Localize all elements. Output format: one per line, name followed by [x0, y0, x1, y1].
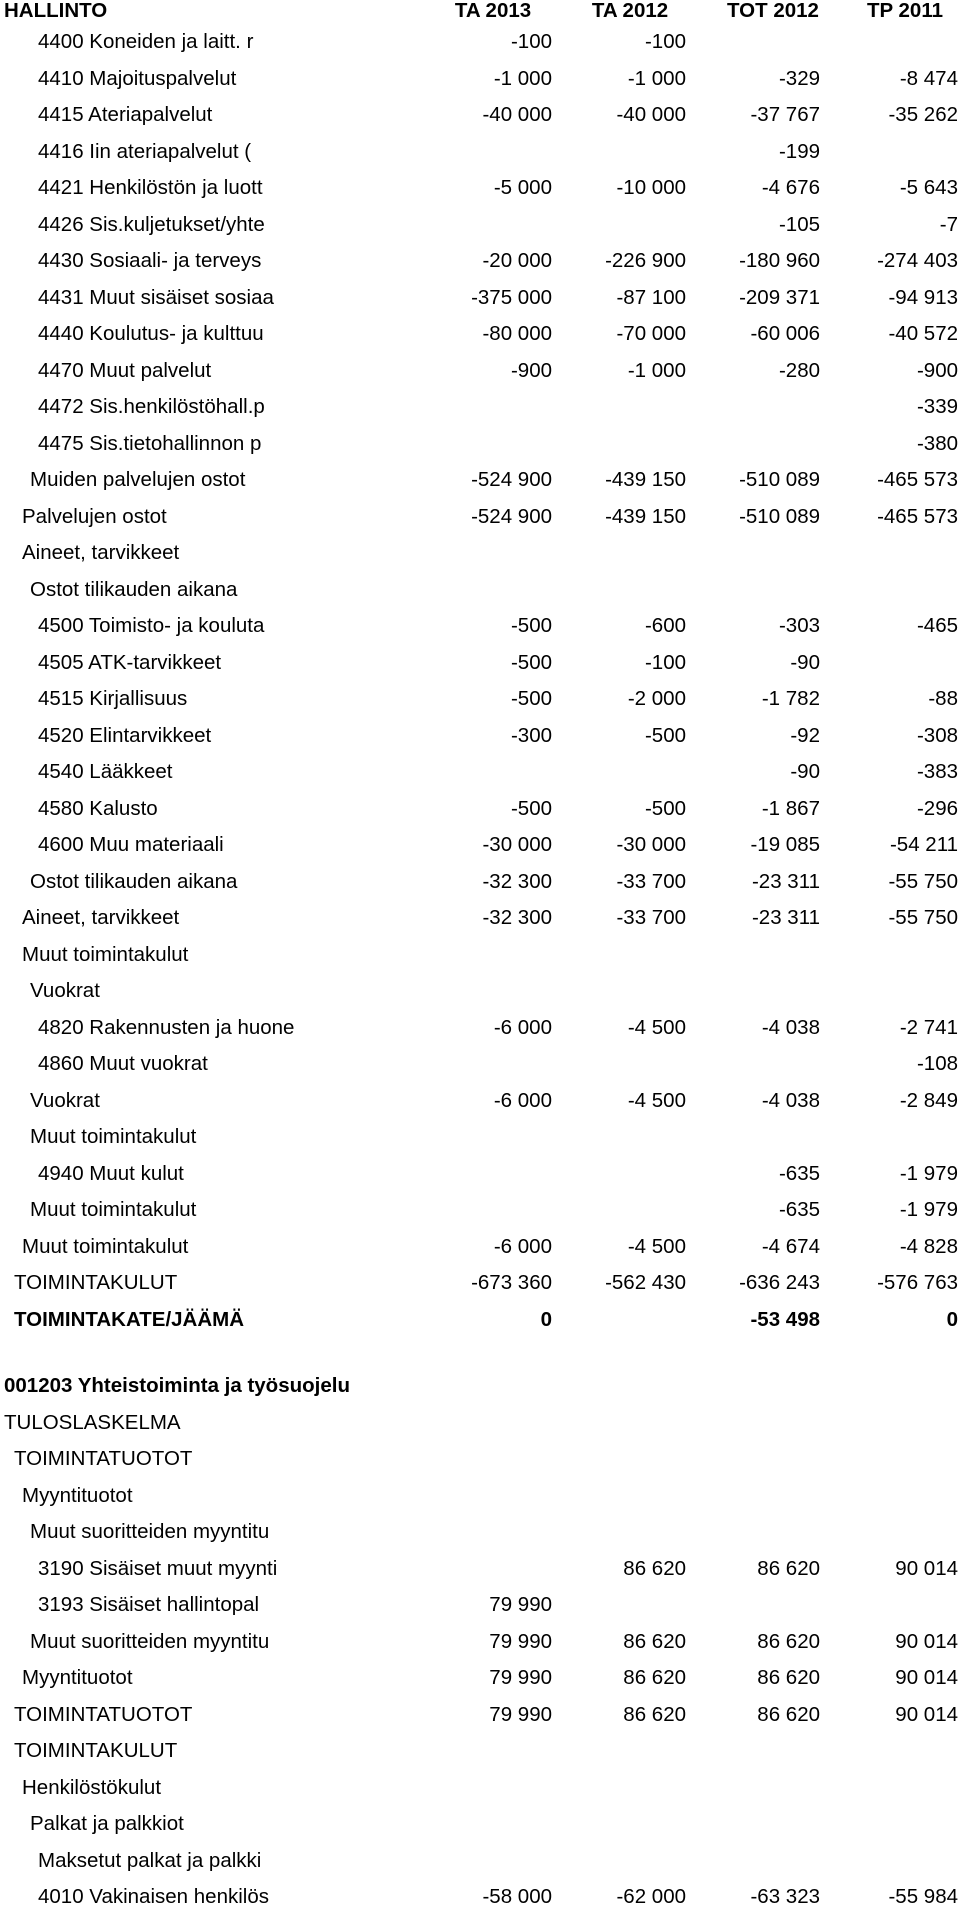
row-label: Vuokrat	[30, 979, 100, 1002]
row-label: 4475 Sis.tietohallinnon p	[38, 431, 262, 455]
cell-tot-2012: -635	[778, 1161, 820, 1185]
row-label: 4860 Muut vuokrat	[38, 1052, 208, 1075]
row-label: 4600 Muu materiaali	[38, 833, 224, 856]
table-row	[0, 1843, 960, 1880]
cell-tp-2011: -339	[916, 395, 958, 418]
row-label: Muut suoritteiden myyntitu	[30, 1629, 270, 1653]
table-row	[0, 353, 960, 390]
cell-tp-2011: -383	[916, 760, 958, 783]
cell-ta-2012: -100	[644, 650, 686, 674]
table-row	[0, 243, 960, 280]
cell-tp-2011: -380	[916, 431, 958, 455]
cell-ta-2012: -70 000	[616, 322, 686, 345]
table-row	[0, 1119, 960, 1156]
cell-tp-2011: -308	[916, 723, 958, 747]
row-label: 4421 Henkilöstön ja luott	[38, 176, 263, 199]
row-label: 4416 Iin ateriapalvelut (	[38, 139, 252, 163]
table-body	[0, 24, 960, 1916]
cell-ta-2012: -1 000	[627, 66, 686, 90]
table-row	[0, 499, 960, 536]
table-row	[0, 280, 960, 317]
cell-ta-2013: -500	[510, 614, 552, 637]
table-row	[0, 1368, 960, 1405]
row-label: 4515 Kirjallisuus	[38, 687, 188, 710]
cell-ta-2012: -1 000	[627, 358, 686, 382]
row-label: TOIMINTAKULUT	[14, 1739, 178, 1762]
cell-tp-2011: -94 913	[888, 285, 958, 309]
cell-ta-2013: -500	[510, 687, 552, 710]
section-title: HALLINTO	[4, 0, 108, 22]
table-row	[0, 1660, 960, 1697]
table-row	[0, 1733, 960, 1770]
cell-tp-2011: 0	[946, 1307, 958, 1331]
cell-ta-2012: -40 000	[616, 103, 686, 126]
table-row	[0, 1265, 960, 1302]
cell-tot-2012: -199	[778, 139, 820, 163]
cell-tot-2012: -53 498	[750, 1307, 820, 1331]
cell-tp-2011: -2 741	[899, 1015, 958, 1039]
cell-ta-2013: -500	[510, 650, 552, 674]
row-label: TOIMINTAKATE/JÄÄMÄ	[14, 1307, 245, 1331]
cell-tot-2012: -37 767	[750, 103, 820, 126]
row-label: 4430 Sosiaali- ja terveys	[38, 249, 262, 272]
row-label: Muut toimintakulut	[30, 1125, 197, 1148]
cell-ta-2012: -439 150	[605, 504, 686, 528]
cell-ta-2013: -6 000	[493, 1015, 552, 1039]
row-label: Muut suoritteiden myyntitu	[30, 1520, 270, 1543]
table-row	[0, 572, 960, 609]
cell-tp-2011: -296	[916, 796, 958, 820]
cell-tot-2012: -4 038	[761, 1015, 820, 1039]
cell-tot-2012: -19 085	[750, 833, 820, 856]
table-row	[0, 900, 960, 937]
cell-tp-2011: -88	[928, 687, 958, 710]
row-label: 4540 Lääkkeet	[38, 760, 173, 783]
table-row	[0, 1514, 960, 1551]
cell-tp-2011: -7	[939, 212, 958, 236]
cell-ta-2013: 79 990	[489, 1702, 552, 1726]
table-row	[0, 1405, 960, 1442]
cell-tp-2011: -108	[916, 1052, 958, 1075]
table-row	[0, 791, 960, 828]
cell-tp-2011: -274 403	[877, 249, 958, 272]
cell-tot-2012: -4 674	[761, 1234, 820, 1258]
cell-tot-2012: -23 311	[751, 906, 820, 929]
cell-tot-2012: -1 782	[761, 687, 820, 710]
row-label: 4426 Sis.kuljetukset/yhte	[38, 212, 265, 236]
table-row	[0, 170, 960, 207]
cell-tot-2012: 86 620	[757, 1629, 820, 1653]
cell-ta-2013: -58 000	[482, 1885, 552, 1908]
cell-ta-2013: -80 000	[482, 322, 552, 345]
table-header	[0, 0, 960, 24]
cell-ta-2012: 86 620	[623, 1629, 686, 1653]
cell-ta-2013: -673 360	[471, 1271, 552, 1294]
cell-ta-2012: 86 620	[623, 1666, 686, 1689]
cell-ta-2012: 86 620	[623, 1702, 686, 1726]
cell-tot-2012: -303	[778, 614, 820, 637]
row-label: Muut toimintakulut	[22, 942, 189, 966]
cell-ta-2012: -62 000	[616, 1885, 686, 1908]
section-spacer	[0, 1338, 960, 1368]
cell-tot-2012: -92	[790, 723, 820, 747]
cell-tot-2012: 86 620	[757, 1556, 820, 1580]
table-row	[0, 1551, 960, 1588]
cell-tot-2012: -209 371	[739, 285, 820, 309]
row-label: 4505 ATK-tarvikkeet	[38, 650, 222, 674]
cell-ta-2013: -300	[510, 723, 552, 747]
table-row	[0, 389, 960, 426]
cell-ta-2012: 86 620	[623, 1556, 686, 1580]
row-label: Myyntituotot	[22, 1666, 133, 1689]
row-label: TOIMINTAKULUT	[14, 1271, 178, 1294]
row-label: 4410 Majoituspalvelut	[38, 66, 237, 90]
cell-tp-2011: 90 014	[895, 1556, 958, 1580]
table-row	[0, 1441, 960, 1478]
row-label: Myyntituotot	[22, 1483, 133, 1507]
row-label: TULOSLASKELMA	[4, 1410, 181, 1434]
row-label: 4415 Ateriapalvelut	[38, 103, 213, 126]
cell-tp-2011: -55 984	[888, 1885, 958, 1908]
table-row	[0, 1302, 960, 1339]
cell-ta-2012: -500	[644, 723, 686, 747]
row-label: 4472 Sis.henkilöstöhall.p	[38, 395, 265, 418]
row-label: Muiden palvelujen ostot	[30, 468, 246, 491]
cell-tot-2012: 86 620	[757, 1702, 820, 1726]
cell-tot-2012: -4 038	[761, 1088, 820, 1112]
cell-ta-2013: -32 300	[482, 906, 552, 929]
table-row	[0, 1587, 960, 1624]
row-label: 3193 Sisäiset hallintopal	[38, 1593, 260, 1616]
cell-ta-2013: 79 990	[489, 1629, 552, 1653]
table-row	[0, 1478, 960, 1515]
cell-ta-2012: -600	[644, 614, 686, 637]
cell-tot-2012: -90	[790, 650, 820, 674]
row-label: Aineet, tarvikkeet	[22, 541, 180, 564]
cell-tp-2011: 90 014	[895, 1629, 958, 1653]
cell-ta-2012: -4 500	[627, 1234, 686, 1258]
table-row	[0, 1229, 960, 1266]
row-label: 4440 Koulutus- ja kulttuu	[38, 322, 264, 345]
cell-ta-2013: -1 000	[493, 66, 552, 90]
cell-ta-2012: -4 500	[627, 1015, 686, 1039]
cell-tp-2011: -465 573	[877, 504, 958, 528]
cell-tot-2012: -180 960	[739, 249, 820, 272]
cell-tp-2011: -5 643	[899, 176, 958, 199]
cell-ta-2013: -100	[510, 30, 552, 53]
table-row	[0, 1697, 960, 1734]
cell-ta-2012: -33 700	[616, 869, 686, 893]
cell-tot-2012: -510 089	[739, 504, 820, 528]
cell-tot-2012: -635	[778, 1198, 820, 1221]
cell-ta-2013: -500	[510, 796, 552, 820]
table-row	[0, 645, 960, 682]
cell-tp-2011: -900	[916, 358, 958, 382]
table-row	[0, 1806, 960, 1843]
cell-tp-2011: -55 750	[888, 869, 958, 893]
row-label: 4820 Rakennusten ja huone	[38, 1015, 295, 1039]
cell-tot-2012: 86 620	[757, 1666, 820, 1689]
row-label: 4580 Kalusto	[38, 796, 158, 820]
table-row	[0, 1192, 960, 1229]
cell-tot-2012: -510 089	[739, 468, 820, 491]
table-row	[0, 97, 960, 134]
cell-tp-2011: -4 828	[899, 1234, 958, 1258]
column-header-ta-2012: TA 2012	[591, 0, 669, 22]
table-row	[0, 754, 960, 791]
cell-ta-2013: -5 000	[493, 176, 552, 199]
row-label: 4431 Muut sisäiset sosiaa	[38, 285, 274, 309]
cell-tot-2012: -105	[778, 212, 820, 236]
row-label: 4520 Elintarvikkeet	[38, 723, 212, 747]
cell-ta-2012: -87 100	[616, 285, 686, 309]
row-label: TOIMINTATUOTOT	[14, 1702, 193, 1726]
table-row	[0, 718, 960, 755]
cell-ta-2013: -40 000	[482, 103, 552, 126]
row-label: 4010 Vakinaisen henkilös	[38, 1885, 269, 1908]
cell-ta-2013: -375 000	[471, 285, 552, 309]
table-row	[0, 61, 960, 98]
table-row	[0, 316, 960, 353]
table-row	[0, 681, 960, 718]
cell-tp-2011: 90 014	[895, 1666, 958, 1689]
cell-tp-2011: -465	[916, 614, 958, 637]
cell-tp-2011: -1 979	[899, 1198, 958, 1221]
cell-ta-2012: -562 430	[605, 1271, 686, 1294]
cell-tot-2012: -60 006	[750, 322, 820, 345]
cell-ta-2012: -2 000	[627, 687, 686, 710]
row-label: 001203 Yhteistoiminta ja työsuojelu	[4, 1374, 350, 1397]
row-label: Ostot tilikauden aikana	[30, 577, 238, 601]
table-row	[0, 608, 960, 645]
row-label: 4470 Muut palvelut	[38, 358, 212, 382]
row-label: Muut toimintakulut	[30, 1198, 197, 1221]
cell-ta-2012: -226 900	[605, 249, 686, 272]
cell-tp-2011: -465 573	[877, 468, 958, 491]
row-label: 4940 Muut kulut	[38, 1161, 184, 1185]
cell-tp-2011: -40 572	[888, 322, 958, 345]
cell-tot-2012: -23 311	[751, 869, 820, 893]
table-row	[0, 207, 960, 244]
cell-ta-2013: -6 000	[493, 1088, 552, 1112]
table-row	[0, 1156, 960, 1193]
cell-ta-2013: -524 900	[471, 504, 552, 528]
cell-tp-2011: -54 211	[889, 833, 958, 856]
row-label: 4500 Toimisto- ja kouluta	[38, 614, 265, 637]
cell-tp-2011: 90 014	[895, 1702, 958, 1726]
cell-tp-2011: -8 474	[899, 66, 958, 90]
row-label: Palvelujen ostot	[22, 504, 167, 528]
cell-ta-2012: -100	[644, 30, 686, 53]
table-row	[0, 426, 960, 463]
cell-tot-2012: -63 323	[750, 1885, 820, 1908]
cell-ta-2013: -20 000	[482, 249, 552, 272]
cell-tot-2012: -280	[778, 358, 820, 382]
table-row	[0, 462, 960, 499]
table-row	[0, 827, 960, 864]
cell-tot-2012: -90	[790, 760, 820, 783]
cell-ta-2013: -900	[510, 358, 552, 382]
table-row	[0, 864, 960, 901]
row-label: Palkat ja palkkiot	[30, 1812, 184, 1835]
cell-ta-2013: -6 000	[493, 1234, 552, 1258]
table-row	[0, 973, 960, 1010]
cell-tp-2011: -55 750	[888, 906, 958, 929]
table-row	[0, 1879, 960, 1916]
cell-ta-2013: -30 000	[482, 833, 552, 856]
cell-ta-2012: -30 000	[616, 833, 686, 856]
table-row	[0, 1624, 960, 1661]
row-label: 4400 Koneiden ja laitt. r	[38, 30, 254, 53]
cell-ta-2013: 79 990	[489, 1666, 552, 1689]
row-label: 3190 Sisäiset muut myynti	[38, 1556, 278, 1580]
row-label: Ostot tilikauden aikana	[30, 869, 238, 893]
row-label: Henkilöstökulut	[22, 1775, 162, 1799]
table-row	[0, 937, 960, 974]
cell-tot-2012: -329	[778, 66, 820, 90]
cell-tot-2012: -636 243	[739, 1271, 820, 1294]
column-header-tp-2011: TP 2011	[867, 0, 943, 22]
row-label: Maksetut palkat ja palkki	[38, 1848, 262, 1872]
cell-tp-2011: -2 849	[899, 1088, 958, 1112]
cell-ta-2013: 79 990	[489, 1593, 552, 1616]
row-label: Muut toimintakulut	[22, 1234, 189, 1258]
table-row	[0, 535, 960, 572]
column-header-ta-2013: TA 2013	[454, 0, 532, 22]
table-row	[0, 134, 960, 171]
column-header-tot-2012: TOT 2012	[727, 0, 819, 22]
cell-tp-2011: -1 979	[899, 1161, 958, 1185]
table-row	[0, 1770, 960, 1807]
cell-ta-2012: -439 150	[605, 468, 686, 491]
row-label: Aineet, tarvikkeet	[22, 906, 180, 929]
table-row	[0, 1083, 960, 1120]
cell-ta-2013: -32 300	[482, 869, 552, 893]
cell-ta-2012: -500	[644, 796, 686, 820]
table-row	[0, 1010, 960, 1047]
row-label: Vuokrat	[30, 1088, 100, 1112]
cell-tot-2012: -4 676	[761, 176, 820, 199]
cell-ta-2013: 0	[540, 1307, 552, 1331]
cell-tot-2012: -1 867	[761, 796, 820, 820]
cell-ta-2013: -524 900	[471, 468, 552, 491]
cell-tp-2011: -35 262	[888, 103, 958, 126]
table-row	[0, 24, 960, 61]
cell-tp-2011: -576 763	[877, 1271, 958, 1294]
row-label: TOIMINTATUOTOT	[14, 1447, 193, 1470]
cell-ta-2012: -10 000	[616, 176, 686, 199]
table-row	[0, 1046, 960, 1083]
cell-ta-2012: -4 500	[627, 1088, 686, 1112]
cell-ta-2012: -33 700	[616, 906, 686, 929]
